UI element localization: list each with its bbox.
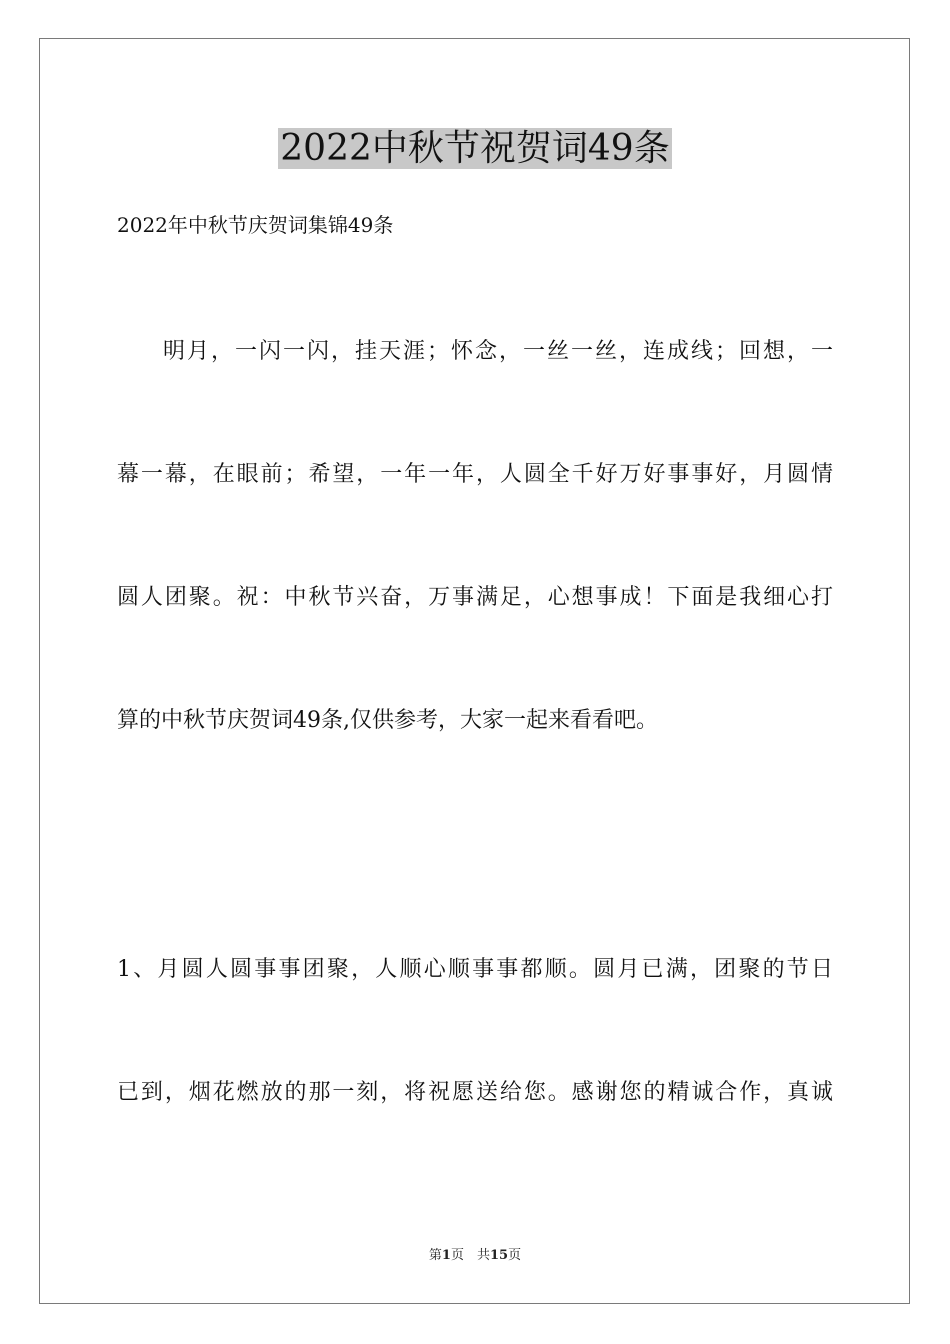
item-1-line-1: 1、月圆人圆事事团聚，人顺心顺事事都顺。圆月已满，团聚的节日 xyxy=(117,957,833,982)
document-title xyxy=(0,124,950,174)
page-footer xyxy=(0,1246,950,1266)
item-1-line-2: 已到，烟花燃放的那一刻，将祝愿送给您。感谢您的精诚合作，真诚 xyxy=(117,1080,833,1105)
intro-line-3: 圆人团聚。祝：中秋节兴奋，万事满足，心想事成！下面是我细心打 xyxy=(117,585,833,610)
document-title-text: 2022中秋节祝贺词49条 xyxy=(280,128,670,169)
footer-page-mid: 页 共 xyxy=(450,1248,490,1263)
intro-line-4: 算的中秋节庆贺词49条,仅供参考，大家一起来看看吧。 xyxy=(117,708,658,733)
intro-line-2: 幕一幕，在眼前；希望，一年一年，人圆全千好万好事事好，月圆情 xyxy=(117,462,833,487)
footer-page-prefix: 第 xyxy=(428,1248,442,1263)
footer-page-current: 1 xyxy=(441,1248,451,1263)
footer-page-total: 15 xyxy=(489,1248,509,1263)
document-subtitle: 2022年中秋节庆贺词集锦49条 xyxy=(117,213,394,237)
footer-page-suffix: 页 xyxy=(508,1248,522,1263)
intro-line-1: 明月，一闪一闪，挂天涯；怀念，一丝一丝，连成线；回想，一 xyxy=(163,339,833,364)
